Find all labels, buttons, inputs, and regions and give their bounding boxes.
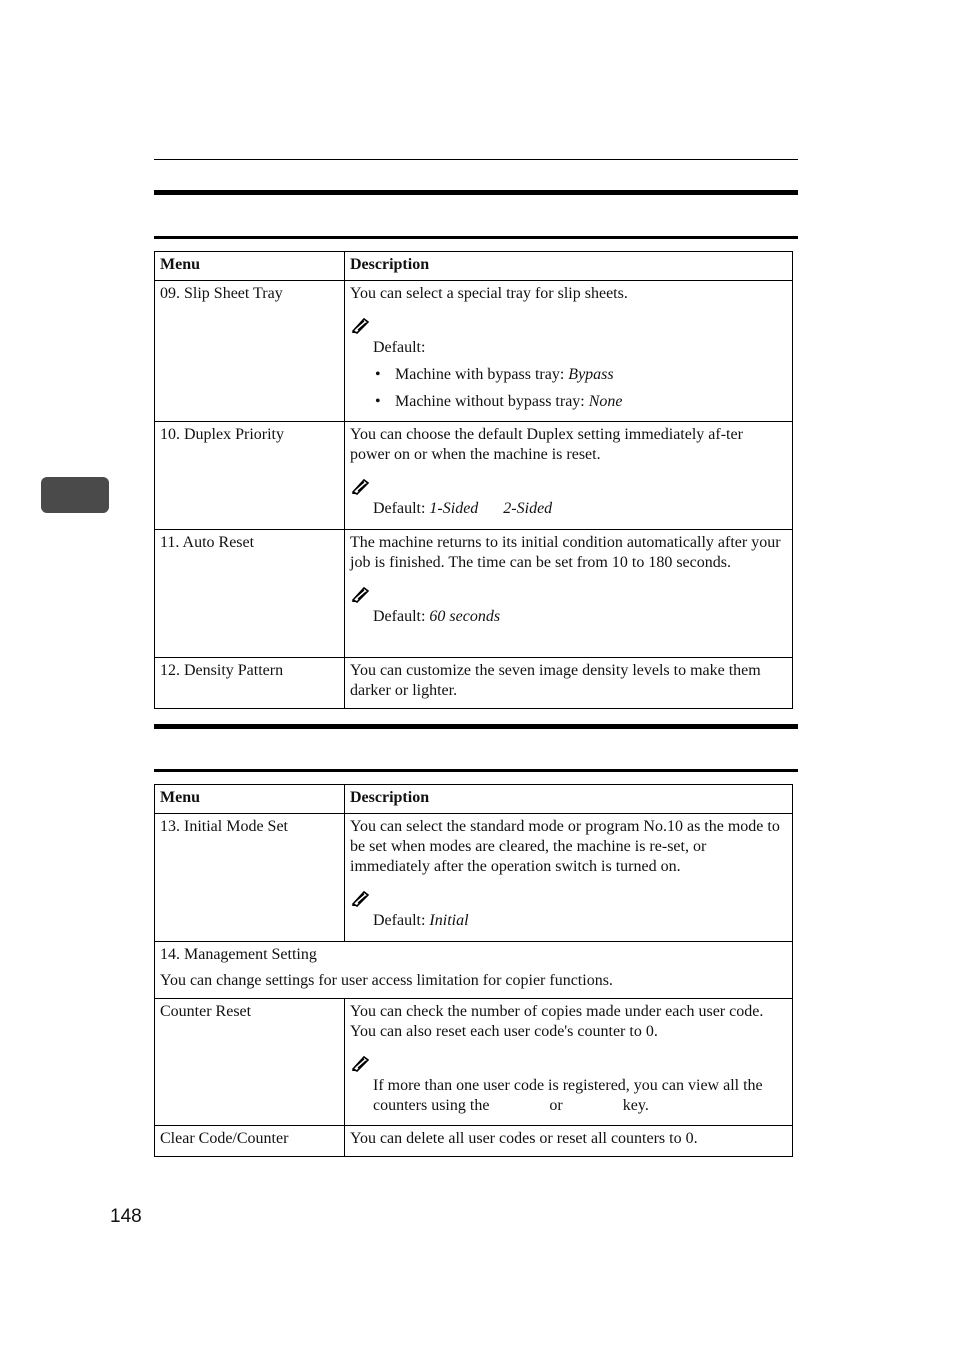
description-cell (345, 281, 793, 422)
table-row (155, 814, 793, 942)
default-line: Default: 1-Sided 2-Sided (373, 500, 553, 517)
header-rule (154, 159, 798, 160)
table-row (155, 1126, 793, 1157)
table-row (155, 999, 793, 1126)
settings-table-1 (154, 251, 793, 709)
table-row (155, 281, 793, 422)
management-setting-description: You can change settings for user access limitation for copier functions. (160, 972, 613, 989)
section-rule-top (154, 190, 798, 195)
table-row (155, 530, 793, 658)
page-number: 148 (110, 1206, 142, 1227)
management-setting-title: 14. Management Setting (160, 946, 317, 963)
note-text: If more than one user code is registered, you can view all the counters using the or key. (373, 1077, 763, 1114)
note-pencil-icon (350, 477, 370, 495)
table-row (155, 658, 793, 709)
description-cell (345, 422, 793, 530)
description-cell (345, 814, 793, 942)
description-text: You can select a special tray for slip sheets. (350, 285, 628, 302)
column-header-description: Description (345, 785, 793, 814)
note-pencil-icon (350, 316, 370, 334)
subsection-rule-2 (154, 769, 798, 772)
description-cell (345, 530, 793, 658)
menu-cell: 10. Duplex Priority (155, 422, 345, 530)
settings-table-2 (154, 784, 793, 1157)
description-text: You can check the number of copies made under each user code. You can also reset each user code's counter to 0. (350, 1003, 764, 1040)
default-label: Default: (373, 339, 426, 356)
column-header-menu: Menu (155, 785, 345, 814)
chapter-tab-marker (41, 477, 109, 513)
table-row (155, 422, 793, 530)
menu-cell: Counter Reset (155, 999, 345, 1126)
default-line: Default: 60 seconds (373, 608, 501, 625)
description-text: The machine returns to its initial condition automatically after your job is finished. The time can be set from 10 to 180 seconds. (350, 534, 781, 571)
description-cell: You can delete all user codes or reset all counters to 0. (345, 1126, 793, 1157)
management-setting-cell (155, 942, 793, 999)
table-header-row (155, 252, 793, 281)
menu-cell: Clear Code/Counter (155, 1126, 345, 1157)
table-header-row (155, 785, 793, 814)
section-rule-2 (154, 724, 798, 729)
menu-cell: 12. Density Pattern (155, 658, 345, 709)
table-row (155, 942, 793, 999)
menu-cell: 11. Auto Reset (155, 530, 345, 658)
list-item: • Machine without bypass tray: None (373, 392, 786, 412)
description-text: You can select the standard mode or program No.10 as the mode to be set when modes are cleared, the machine is re-set, or immediately after the operation switch is turned on. (350, 818, 780, 875)
note-pencil-icon (350, 889, 370, 907)
column-header-description: Description (345, 252, 793, 281)
default-list (350, 365, 786, 412)
note-pencil-icon (350, 1054, 370, 1072)
description-text: You can choose the default Duplex setting immediately af-ter power on or when the machine is reset. (350, 426, 743, 463)
list-item: • Machine with bypass tray: Bypass (373, 365, 786, 385)
default-line: Default: Initial (373, 912, 469, 929)
description-cell: You can customize the seven image density levels to make them darker or lighter. (345, 658, 793, 709)
menu-cell: 09. Slip Sheet Tray (155, 281, 345, 422)
menu-cell: 13. Initial Mode Set (155, 814, 345, 942)
note-pencil-icon (350, 585, 370, 603)
description-cell (345, 999, 793, 1126)
column-header-menu: Menu (155, 252, 345, 281)
subsection-rule-1 (154, 236, 798, 239)
